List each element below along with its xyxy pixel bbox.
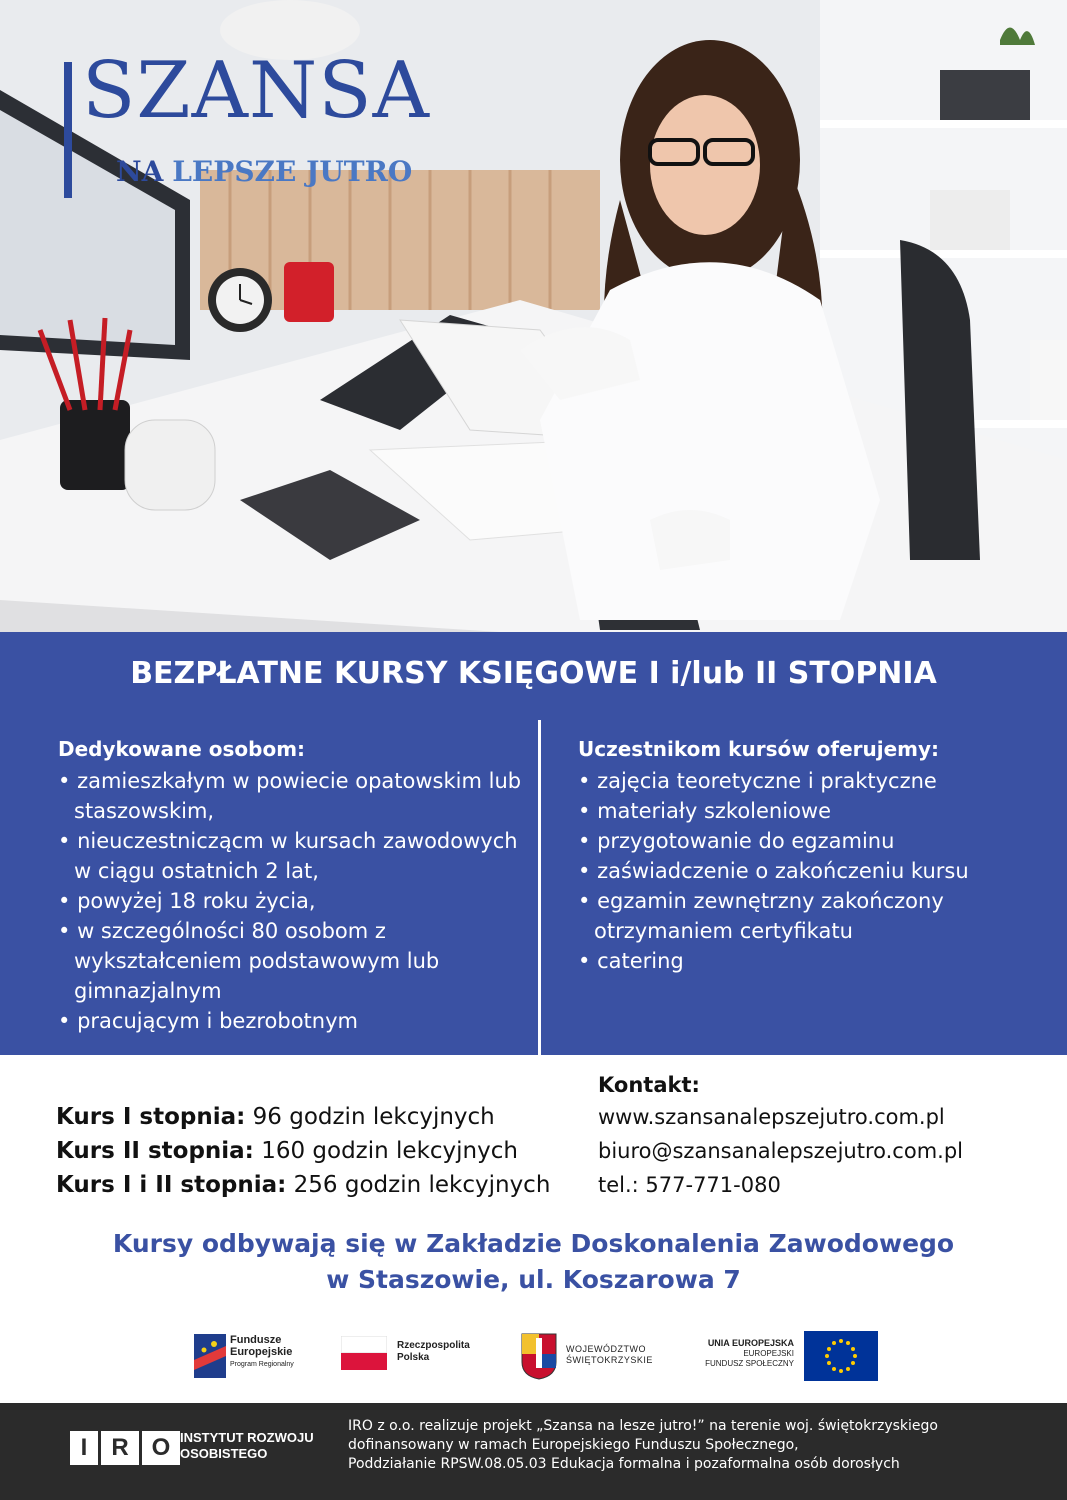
venue-line-2: w Staszowie, ul. Koszarowa 7 (326, 1265, 741, 1294)
course-row (56, 1134, 576, 1168)
footer (0, 1403, 1067, 1500)
wojewodztwo-swietokrzyskie-logo (520, 1328, 670, 1388)
iro-name (180, 1430, 314, 1462)
course-label: Kurs I i II stopnia: (56, 1172, 287, 1198)
iro-name-line-2: OSOBISTEGO (180, 1446, 268, 1461)
contact-heading: Kontakt: (598, 1073, 700, 1097)
list-item: • zajęcia teoretyczne i praktyczne (578, 766, 1048, 796)
list-item: • nieuczestniczącm w kursach zawodowych w ciągu ostatnich 2 lat, (58, 826, 528, 886)
info-panel (0, 632, 1067, 1055)
polish-flag-icon (341, 1336, 387, 1370)
email-link[interactable]: biuro@szansanalepszejutro.com.pl (598, 1139, 963, 1163)
iro-letter: I (70, 1431, 98, 1465)
coat-of-arms-icon (520, 1332, 558, 1380)
dedicated-column (58, 734, 528, 1036)
ws-line-1: WOJEWÓDZTWO (566, 1344, 646, 1354)
list-item: • powyżej 18 roku życia, (58, 886, 528, 916)
iro-letter: O (142, 1431, 180, 1465)
fe-flag-icon (194, 1334, 226, 1378)
list-item: • materiały szkoleniowe (578, 796, 1048, 826)
list-item: • pracującym i bezrobotnym (58, 1006, 528, 1036)
ue-line-2: EUROPEJSKI (743, 1349, 794, 1358)
list-item: • zaświadczenie o zakończeniu kursu (578, 856, 1048, 886)
iro-logo (70, 1431, 180, 1465)
headline: BEZPŁATNE KURSY KSIĘGOWE I i/lub II STOPNIA (130, 656, 937, 691)
course-value: 160 godzin lekcyjnych (261, 1138, 518, 1164)
list-item: • egzamin zewnętrzny zakończony otrzymaniem certyfikatu (578, 886, 1048, 946)
list-item: • przygotowanie do egzaminu (578, 826, 1048, 856)
unia-europejska-logo (682, 1328, 882, 1388)
fe-line-2: Europejskie (230, 1346, 293, 1358)
logo-na: NA (116, 155, 164, 188)
course-value: 256 godzin lekcyjnych (293, 1172, 551, 1198)
list-item: • w szczególności 80 osobom z wykształceniem podstawowym lub gimnazjalnym (58, 916, 528, 1006)
szansa-logo (60, 46, 540, 208)
partner-logos (0, 1328, 1067, 1388)
course-label: Kurs II stopnia: (56, 1138, 254, 1164)
fe-line-3: Program Regionalny (230, 1361, 294, 1368)
ue-line-3: FUNDUSZ SPOŁECZNY (705, 1359, 794, 1368)
course-row (56, 1100, 576, 1134)
logo-accent-bar (64, 62, 72, 198)
eu-flag-icon (804, 1331, 878, 1381)
footer-line-1: IRO z o.o. realizuje projekt „Szansa na lesze jutro!” na terenie woj. świętokrzyskiego (348, 1418, 938, 1434)
dedicated-list (58, 766, 528, 1036)
venue-info (0, 1226, 1067, 1298)
course-row (56, 1168, 576, 1202)
project-statement (348, 1417, 1048, 1474)
offer-list (578, 766, 1048, 976)
rp-line-2: Polska (397, 1352, 430, 1363)
footer-line-3: Poddziałanie RPSW.08.05.03 Edukacja formalna i pozaformalna osób dorosłych (348, 1456, 900, 1472)
ws-line-2: ŚWIĘTOKRZYSKIE (566, 1355, 653, 1365)
iro-letter: R (101, 1431, 139, 1465)
logo-title: SZANSA (82, 46, 430, 136)
list-item: • zamieszkałym w powiecie opatowskim lub staszowskim, (58, 766, 528, 826)
course-hours (56, 1100, 576, 1202)
phone-number[interactable]: tel.: 577-771-080 (598, 1173, 781, 1197)
fundusze-europejskie-logo (194, 1328, 324, 1388)
dedicated-heading: Dedykowane osobom: (58, 737, 306, 761)
iro-name-line-1: INSTYTUT ROZWOJU (180, 1430, 314, 1445)
footer-line-2: dofinansowany w ramach Europejskiego Funduszu Społecznego, (348, 1437, 799, 1453)
fe-line-1: Fundusze (230, 1334, 282, 1346)
rp-line-1: Rzeczpospolita (397, 1340, 470, 1351)
venue-line-1: Kursy odbywają się w Zakładzie Doskonalenia Zawodowego (112, 1229, 955, 1258)
offer-heading: Uczestnikom kursów oferujemy: (578, 737, 940, 761)
column-divider (538, 720, 541, 1055)
rzeczpospolita-polska-logo (341, 1328, 491, 1388)
hero-photo (0, 0, 1067, 632)
offer-column (578, 734, 1048, 976)
website-link[interactable]: www.szansanalepszejutro.com.pl (598, 1105, 945, 1129)
course-value: 96 godzin lekcyjnych (252, 1104, 495, 1130)
contact-block (598, 1070, 1038, 1202)
ue-line-1: UNIA EUROPEJSKA (707, 1338, 794, 1348)
course-label: Kurs I stopnia: (56, 1104, 246, 1130)
list-item: • catering (578, 946, 1048, 976)
logo-lepsze-jutro: LEPSZE JUTRO (172, 155, 413, 188)
logo-subtitle (116, 155, 413, 188)
